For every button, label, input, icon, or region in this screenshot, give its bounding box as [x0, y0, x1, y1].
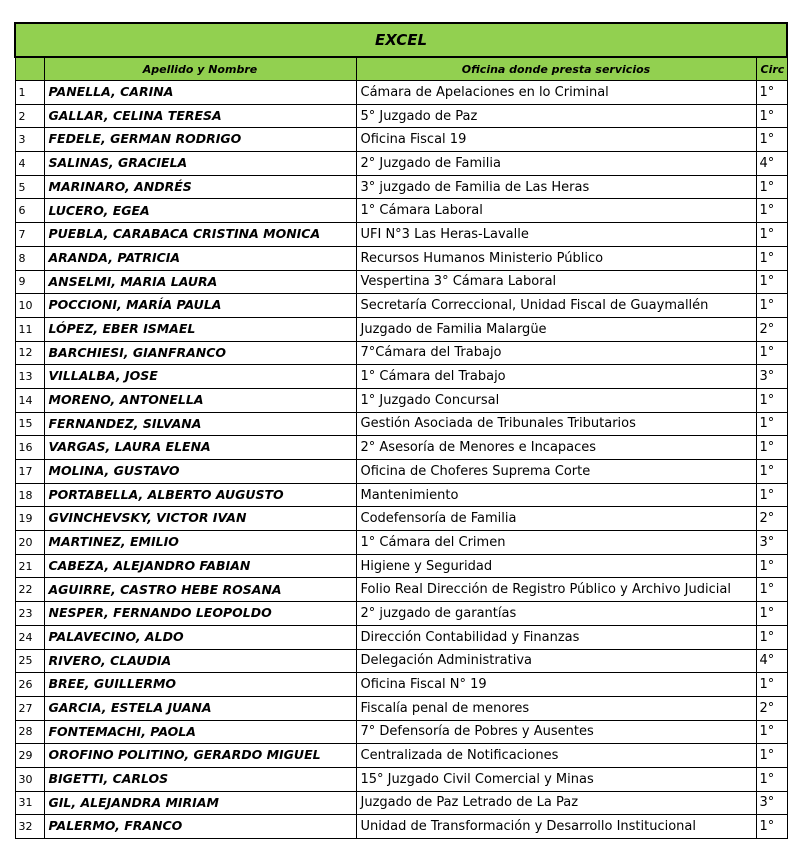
row-name: MOLINA, GUSTAVO [44, 460, 356, 484]
row-circ: 1° [756, 246, 787, 270]
row-office: 3° juzgado de Familia de Las Heras [356, 175, 756, 199]
row-name: MARTINEZ, EMILIO [44, 531, 356, 555]
table-row [15, 365, 787, 389]
row-office: Oficina de Choferes Suprema Corte [356, 460, 756, 484]
table-row [15, 388, 787, 412]
table-row [15, 128, 787, 152]
row-circ: 1° [756, 104, 787, 128]
row-number: 15 [15, 412, 44, 436]
table-row [15, 744, 787, 768]
table-row [15, 720, 787, 744]
table-row [15, 294, 787, 318]
row-circ: 1° [756, 81, 787, 105]
row-circ: 4° [756, 649, 787, 673]
row-office: 1° Cámara del Crimen [356, 531, 756, 555]
header-name: Apellido y Nombre [44, 57, 356, 81]
row-name: NESPER, FERNANDO LEOPOLDO [44, 602, 356, 626]
row-office: 15° Juzgado Civil Comercial y Minas [356, 767, 756, 791]
row-circ: 1° [756, 223, 787, 247]
row-circ: 1° [756, 270, 787, 294]
row-office: Dirección Contabilidad y Finanzas [356, 625, 756, 649]
row-number: 20 [15, 531, 44, 555]
row-circ: 1° [756, 720, 787, 744]
table-row [15, 104, 787, 128]
row-office: Oficina Fiscal 19 [356, 128, 756, 152]
row-office: Cámara de Apelaciones en lo Criminal [356, 81, 756, 105]
row-circ: 1° [756, 815, 787, 839]
row-number: 10 [15, 294, 44, 318]
row-office: 1° Juzgado Concursal [356, 388, 756, 412]
row-name: PUEBLA, CARABACA CRISTINA MONICA [44, 223, 356, 247]
row-number: 6 [15, 199, 44, 223]
row-name: LUCERO, EGEA [44, 199, 356, 223]
row-circ: 1° [756, 175, 787, 199]
row-name: CABEZA, ALEJANDRO FABIAN [44, 554, 356, 578]
table-row [15, 341, 787, 365]
row-number: 26 [15, 673, 44, 697]
row-office: Recursos Humanos Ministerio Público [356, 246, 756, 270]
row-circ: 2° [756, 317, 787, 341]
row-name: VARGAS, LAURA ELENA [44, 436, 356, 460]
row-number: 14 [15, 388, 44, 412]
row-number: 13 [15, 365, 44, 389]
row-office: 2° juzgado de garantías [356, 602, 756, 626]
row-name: ANSELMI, MARIA LAURA [44, 270, 356, 294]
header-row [15, 57, 787, 81]
table-row [15, 270, 787, 294]
row-office: Gestión Asociada de Tribunales Tributarios [356, 412, 756, 436]
table-row [15, 152, 787, 176]
table-row [15, 649, 787, 673]
row-number: 9 [15, 270, 44, 294]
row-name: BIGETTI, CARLOS [44, 767, 356, 791]
table-row [15, 223, 787, 247]
row-name: PALAVECINO, ALDO [44, 625, 356, 649]
row-name: ARANDA, PATRICIA [44, 246, 356, 270]
row-circ: 1° [756, 744, 787, 768]
row-circ: 1° [756, 199, 787, 223]
row-circ: 1° [756, 460, 787, 484]
table-row [15, 460, 787, 484]
row-office: Oficina Fiscal N° 19 [356, 673, 756, 697]
row-office: Juzgado de Familia Malargüe [356, 317, 756, 341]
table-body [15, 81, 787, 839]
row-number: 30 [15, 767, 44, 791]
row-office: Higiene y Seguridad [356, 554, 756, 578]
row-office: Unidad de Transformación y Desarrollo Institucional [356, 815, 756, 839]
table-row [15, 696, 787, 720]
row-office: Fiscalía penal de menores [356, 696, 756, 720]
row-number: 16 [15, 436, 44, 460]
row-circ: 1° [756, 767, 787, 791]
row-number: 22 [15, 578, 44, 602]
table-row [15, 531, 787, 555]
header-circ: Circ [756, 57, 787, 81]
row-number: 7 [15, 223, 44, 247]
row-number: 24 [15, 625, 44, 649]
row-name: FERNANDEZ, SILVANA [44, 412, 356, 436]
table-row [15, 578, 787, 602]
row-name: GIL, ALEJANDRA MIRIAM [44, 791, 356, 815]
table-row [15, 246, 787, 270]
row-name: LÓPEZ, EBER ISMAEL [44, 317, 356, 341]
header-number [15, 57, 44, 81]
row-name: GARCIA, ESTELA JUANA [44, 696, 356, 720]
row-name: AGUIRRE, CASTRO HEBE ROSANA [44, 578, 356, 602]
row-name: PORTABELLA, ALBERTO AUGUSTO [44, 483, 356, 507]
row-circ: 1° [756, 128, 787, 152]
row-name: PALERMO, FRANCO [44, 815, 356, 839]
table-row [15, 791, 787, 815]
row-number: 27 [15, 696, 44, 720]
row-circ: 1° [756, 412, 787, 436]
row-number: 18 [15, 483, 44, 507]
row-circ: 3° [756, 531, 787, 555]
table-row [15, 554, 787, 578]
row-office: UFI N°3 Las Heras-Lavalle [356, 223, 756, 247]
row-office: Folio Real Dirección de Registro Público y Archivo Judicial [356, 578, 756, 602]
row-circ: 3° [756, 365, 787, 389]
row-office: Juzgado de Paz Letrado de La Paz [356, 791, 756, 815]
row-number: 17 [15, 460, 44, 484]
row-circ: 2° [756, 507, 787, 531]
row-office: Centralizada de Notificaciones [356, 744, 756, 768]
table-row [15, 815, 787, 839]
row-circ: 1° [756, 625, 787, 649]
row-name: SALINAS, GRACIELA [44, 152, 356, 176]
row-office: Secretaría Correccional, Unidad Fiscal de Guaymallén [356, 294, 756, 318]
row-number: 12 [15, 341, 44, 365]
title-row [15, 23, 787, 57]
row-number: 2 [15, 104, 44, 128]
row-number: 19 [15, 507, 44, 531]
row-name: OROFINO POLITINO, GERARDO MIGUEL [44, 744, 356, 768]
row-number: 29 [15, 744, 44, 768]
row-name: FONTEMACHI, PAOLA [44, 720, 356, 744]
row-number: 31 [15, 791, 44, 815]
row-office: Vespertina 3° Cámara Laboral [356, 270, 756, 294]
row-number: 8 [15, 246, 44, 270]
row-number: 21 [15, 554, 44, 578]
row-number: 32 [15, 815, 44, 839]
row-circ: 1° [756, 436, 787, 460]
table-row [15, 199, 787, 223]
table-row [15, 625, 787, 649]
row-office: 2° Juzgado de Familia [356, 152, 756, 176]
row-office: Delegación Administrativa [356, 649, 756, 673]
row-circ: 1° [756, 554, 787, 578]
table-row [15, 175, 787, 199]
row-name: BARCHIESI, GIANFRANCO [44, 341, 356, 365]
row-number: 11 [15, 317, 44, 341]
row-name: GVINCHEVSKY, VICTOR IVAN [44, 507, 356, 531]
row-circ: 1° [756, 483, 787, 507]
row-circ: 1° [756, 294, 787, 318]
row-circ: 1° [756, 578, 787, 602]
table-row [15, 507, 787, 531]
row-circ: 2° [756, 696, 787, 720]
row-name: FEDELE, GERMAN RODRIGO [44, 128, 356, 152]
row-name: GALLAR, CELINA TERESA [44, 104, 356, 128]
table-row [15, 602, 787, 626]
row-number: 5 [15, 175, 44, 199]
row-name: VILLALBA, JOSE [44, 365, 356, 389]
table-row [15, 673, 787, 697]
row-number: 1 [15, 81, 44, 105]
table-row [15, 483, 787, 507]
row-number: 3 [15, 128, 44, 152]
row-circ: 1° [756, 388, 787, 412]
row-circ: 1° [756, 602, 787, 626]
row-number: 23 [15, 602, 44, 626]
row-office: 1° Cámara del Trabajo [356, 365, 756, 389]
row-name: POCCIONI, MARÍA PAULA [44, 294, 356, 318]
table-row [15, 412, 787, 436]
row-name: MORENO, ANTONELLA [44, 388, 356, 412]
row-number: 4 [15, 152, 44, 176]
row-office: Codefensoría de Familia [356, 507, 756, 531]
row-office: 2° Asesoría de Menores e Incapaces [356, 436, 756, 460]
row-name: PANELLA, CARINA [44, 81, 356, 105]
table-row [15, 81, 787, 105]
personnel-table [14, 22, 788, 839]
table-row [15, 767, 787, 791]
row-office: 1° Cámara Laboral [356, 199, 756, 223]
row-circ: 1° [756, 341, 787, 365]
table-row [15, 436, 787, 460]
row-number: 25 [15, 649, 44, 673]
row-name: MARINARO, ANDRÉS [44, 175, 356, 199]
header-office: Oficina donde presta servicios [356, 57, 756, 81]
table-title: EXCEL [15, 23, 787, 57]
row-office: 5° Juzgado de Paz [356, 104, 756, 128]
row-name: RIVERO, CLAUDIA [44, 649, 356, 673]
row-circ: 3° [756, 791, 787, 815]
table-row [15, 317, 787, 341]
row-office: 7° Defensoría de Pobres y Ausentes [356, 720, 756, 744]
row-office: 7°Cámara del Trabajo [356, 341, 756, 365]
row-office: Mantenimiento [356, 483, 756, 507]
row-circ: 1° [756, 673, 787, 697]
row-circ: 4° [756, 152, 787, 176]
row-number: 28 [15, 720, 44, 744]
row-name: BREE, GUILLERMO [44, 673, 356, 697]
